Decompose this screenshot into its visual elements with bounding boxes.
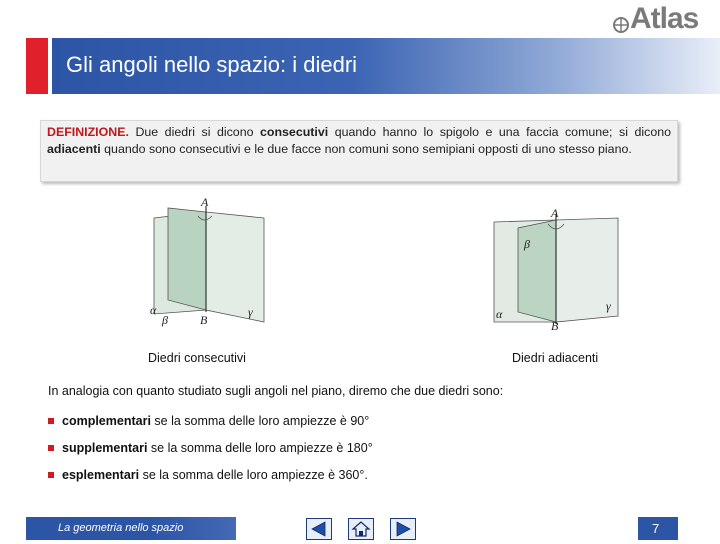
- page-title: Gli angoli nello spazio: i diedri: [66, 52, 358, 77]
- next-button[interactable]: [390, 518, 416, 540]
- home-button[interactable]: [348, 518, 374, 540]
- page-number: 7: [652, 521, 660, 536]
- fig1-gamma: γ: [248, 305, 253, 319]
- bullet-square-icon: [48, 472, 54, 478]
- triangle-right-icon: [391, 519, 415, 539]
- list-item: [48, 414, 373, 441]
- fig2-beta: β: [524, 237, 530, 251]
- definition-text-2: quando hanno lo spigolo e una faccia comune; si dicono: [328, 125, 671, 139]
- title-accent: [26, 38, 48, 94]
- bullet-term: supplementari: [62, 441, 148, 455]
- definition-text-3: quando sono consecutivi e le due facce non comuni sono semipiani opposti di uno stesso piano.: [100, 142, 632, 156]
- definition-text-1: Due diedri si dicono: [128, 125, 261, 139]
- fig2-label-a: A: [551, 206, 559, 220]
- previous-button[interactable]: [306, 518, 332, 540]
- list-item: [48, 441, 373, 468]
- fig2-alpha: α: [496, 307, 503, 321]
- bullet-term: esplementari: [62, 468, 140, 482]
- bullet-square-icon: [48, 418, 54, 424]
- home-icon: [349, 519, 373, 539]
- bullet-square-icon: [48, 445, 54, 451]
- triangle-left-icon: [307, 519, 331, 539]
- figure-consecutive-dihedra: [140, 192, 280, 332]
- fig1-label-b: B: [200, 313, 208, 327]
- intro-text: In analogia con quanto studiato sugli angoli nel piano, diremo che due diedri sono:: [48, 384, 504, 398]
- fig1-label-a: A: [201, 195, 209, 209]
- bullet-list: [48, 414, 373, 495]
- bullet-text: se la somma delle loro ampiezze è 90°: [150, 414, 370, 428]
- caption-adjacent: Diedri adiacenti: [512, 351, 599, 365]
- definition-box: [40, 120, 678, 182]
- globe-icon: [612, 8, 630, 34]
- definition-label: DEFINIZIONE.: [47, 125, 129, 139]
- fig1-beta: β: [162, 313, 168, 327]
- bullet-text: se la somma delle loro ampiezze è 180°: [147, 441, 373, 455]
- logo-text: Atlas: [630, 2, 699, 35]
- fig2-label-b: B: [551, 319, 559, 333]
- fig2-gamma: γ: [606, 299, 611, 313]
- list-item: [48, 468, 373, 495]
- bullet-text: se la somma delle loro ampiezze è 360°.: [139, 468, 368, 482]
- figure-adjacent-dihedra: [490, 202, 630, 338]
- caption-consecutive: Diedri consecutivi: [148, 351, 246, 365]
- footer-title: La geometria nello spazio: [58, 522, 184, 534]
- fig1-alpha: α: [150, 303, 157, 317]
- definition-term-consecutivi: consecutivi: [260, 125, 329, 139]
- definition-term-adiacenti: adiacenti: [47, 142, 101, 156]
- bullet-term: complementari: [62, 414, 151, 428]
